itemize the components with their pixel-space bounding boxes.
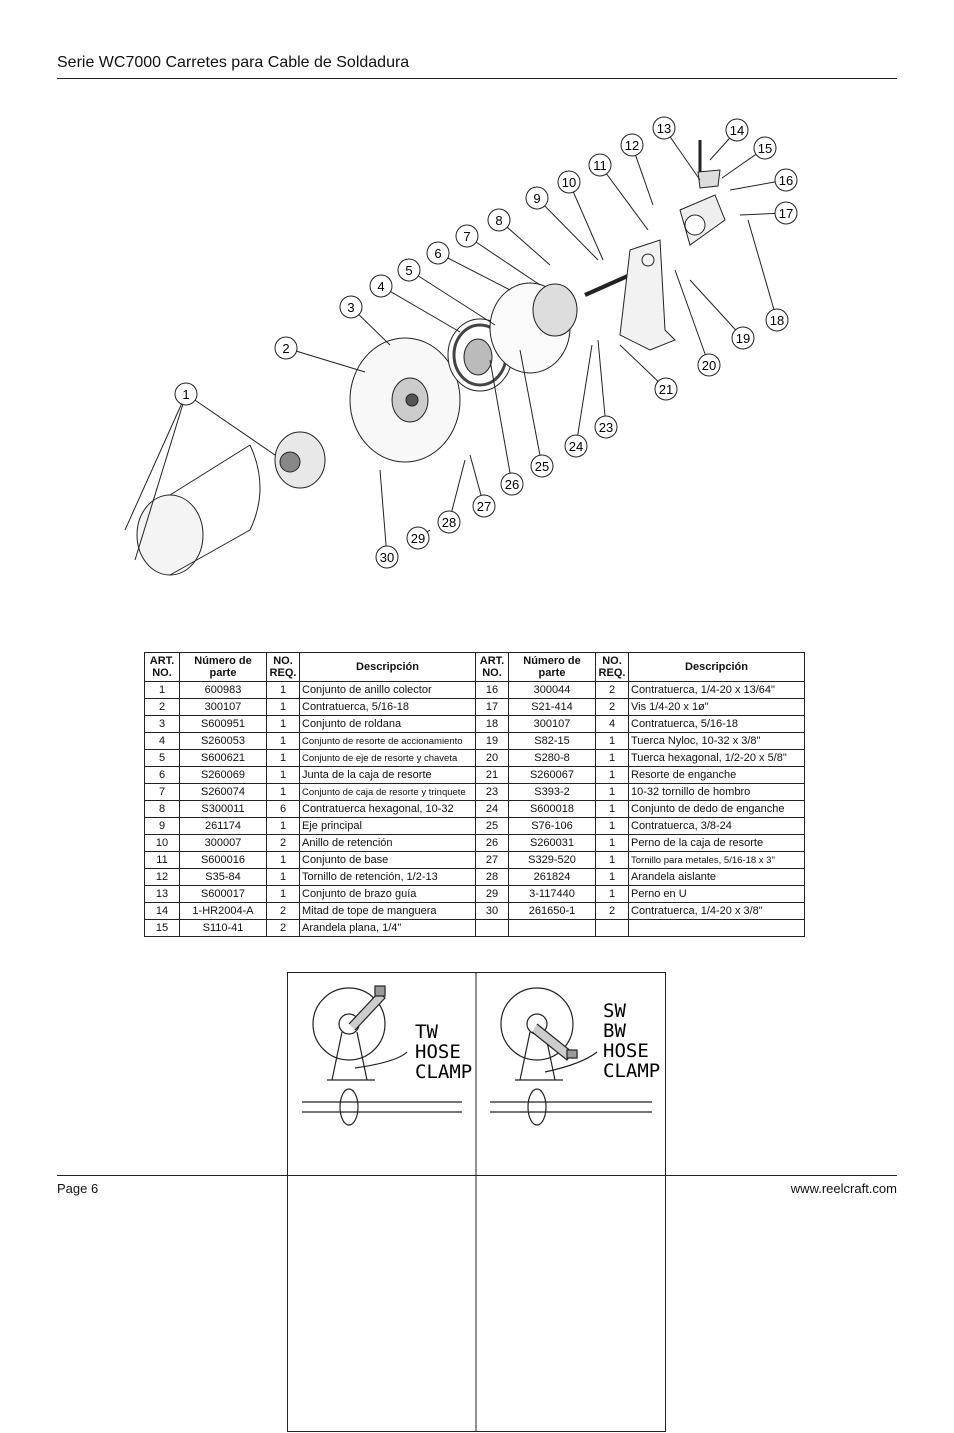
callout-13 xyxy=(653,117,675,139)
cell-qty xyxy=(596,920,629,937)
cell-description: Eje principal xyxy=(300,818,476,835)
svg-text:10: 10 xyxy=(561,175,577,190)
cell-part-number: S110-41 xyxy=(180,920,267,937)
cell-description: Perno de la caja de resorte xyxy=(629,835,805,852)
footer-url: www.reelcraft.com xyxy=(790,1181,897,1196)
cell-qty: 6 xyxy=(267,801,300,818)
cell-part-number: S600017 xyxy=(180,886,267,903)
cell-part-number: 300107 xyxy=(180,699,267,716)
table-header-row xyxy=(145,653,805,682)
parts-list-table xyxy=(144,652,805,937)
callout-10 xyxy=(558,171,580,193)
page-number: Page 6 xyxy=(57,1181,99,1196)
cell-art-no: 7 xyxy=(145,784,180,801)
cell-art-no: 5 xyxy=(145,750,180,767)
callout-18 xyxy=(766,309,788,331)
table-row xyxy=(145,750,805,767)
svg-text:27: 27 xyxy=(476,499,492,514)
cell-part-number: S300011 xyxy=(180,801,267,818)
header-description: Descripción xyxy=(300,653,476,682)
cell-part-number: 300007 xyxy=(180,835,267,852)
svg-text:29: 29 xyxy=(410,531,426,546)
cell-qty: 1 xyxy=(267,818,300,835)
table-row xyxy=(145,852,805,869)
callout-12 xyxy=(621,134,643,156)
header-rule xyxy=(57,78,897,79)
cell-art-no: 21 xyxy=(476,767,509,784)
cell-part-number: 261650-1 xyxy=(509,903,596,920)
cell-qty: 4 xyxy=(596,716,629,733)
cell-part-number: S600016 xyxy=(180,852,267,869)
cell-description: Conjunto de caja de resorte y trinquete xyxy=(300,784,476,801)
cell-description: Contratuerca, 5/16-18 xyxy=(300,699,476,716)
callout-27 xyxy=(473,495,495,517)
cell-qty: 2 xyxy=(267,920,300,937)
cell-qty: 2 xyxy=(267,903,300,920)
cell-description: Vis 1/4-20 x 1ø" xyxy=(629,699,805,716)
cell-qty: 2 xyxy=(596,682,629,699)
cell-description: Contratuerca hexagonal, 10-32 xyxy=(300,801,476,818)
cell-qty: 1 xyxy=(267,852,300,869)
cell-part-number: S260053 xyxy=(180,733,267,750)
cell-art-no: 15 xyxy=(145,920,180,937)
svg-text:26: 26 xyxy=(504,477,520,492)
cell-qty: 1 xyxy=(267,750,300,767)
cell-description: Anillo de retención xyxy=(300,835,476,852)
callout-9 xyxy=(526,187,548,209)
callout-28 xyxy=(438,511,460,533)
callout-19 xyxy=(732,327,754,349)
cell-part-number: S82-15 xyxy=(509,733,596,750)
cell-part-number: S21-414 xyxy=(509,699,596,716)
tw-label-line-2: HOSE xyxy=(415,1041,461,1063)
cell-art-no: 14 xyxy=(145,903,180,920)
table-row xyxy=(145,818,805,835)
svg-text:11: 11 xyxy=(593,158,607,173)
cell-description: Mitad de tope de manguera xyxy=(300,903,476,920)
cell-qty: 1 xyxy=(267,886,300,903)
callout-21 xyxy=(655,378,677,400)
svg-text:4: 4 xyxy=(377,279,385,294)
cell-description xyxy=(629,920,805,937)
cell-art-no: 13 xyxy=(145,886,180,903)
cell-description: 10-32 tornillo de hombro xyxy=(629,784,805,801)
cell-art-no: 20 xyxy=(476,750,509,767)
hose-clamp-illustration xyxy=(287,972,667,1433)
cell-description: Conjunto de resorte de accionamiento xyxy=(300,733,476,750)
header-qty-2: NO. REQ. xyxy=(596,653,629,682)
table-row xyxy=(145,733,805,750)
cell-qty: 1 xyxy=(596,818,629,835)
cell-description: Junta de la caja de resorte xyxy=(300,767,476,784)
cell-part-number: S600951 xyxy=(180,716,267,733)
table-row xyxy=(145,716,805,733)
svg-text:23: 23 xyxy=(598,420,614,435)
header-art-no-2: ART. NO. xyxy=(476,653,509,682)
svg-text:7: 7 xyxy=(463,229,471,244)
cell-qty: 1 xyxy=(267,733,300,750)
callout-30 xyxy=(376,546,398,568)
cell-art-no: 1 xyxy=(145,682,180,699)
cell-art-no: 29 xyxy=(476,886,509,903)
tw-label-line-3: CLAMP xyxy=(415,1061,473,1083)
cell-qty: 1 xyxy=(596,869,629,886)
header-art-no: ART. NO. xyxy=(145,653,180,682)
callout-20 xyxy=(698,354,720,376)
cell-description: Tuerca hexagonal, 1/2-20 x 5/8" xyxy=(629,750,805,767)
svg-text:5: 5 xyxy=(405,263,413,278)
svg-text:13: 13 xyxy=(656,121,672,136)
cell-part-number: 600983 xyxy=(180,682,267,699)
header-qty: NO. REQ. xyxy=(267,653,300,682)
table-row xyxy=(145,801,805,818)
callout-16 xyxy=(775,169,797,191)
svg-text:17: 17 xyxy=(778,206,794,221)
cell-qty: 1 xyxy=(596,835,629,852)
svg-text:18: 18 xyxy=(769,313,785,328)
cell-qty: 1 xyxy=(596,733,629,750)
svg-text:16: 16 xyxy=(778,173,794,188)
callout-17 xyxy=(775,202,797,224)
table-row xyxy=(145,886,805,903)
cell-description: Contratuerca, 5/16-18 xyxy=(629,716,805,733)
cell-art-no: 4 xyxy=(145,733,180,750)
cell-part-number: S329-520 xyxy=(509,852,596,869)
svg-text:3: 3 xyxy=(347,300,355,315)
cell-qty: 1 xyxy=(596,852,629,869)
sw-label-line-3: HOSE xyxy=(603,1040,649,1062)
cell-qty: 1 xyxy=(267,699,300,716)
cell-art-no: 8 xyxy=(145,801,180,818)
cell-art-no: 30 xyxy=(476,903,509,920)
table-row xyxy=(145,784,805,801)
cell-part-number: S260067 xyxy=(509,767,596,784)
cell-art-no: 3 xyxy=(145,716,180,733)
svg-text:19: 19 xyxy=(735,331,751,346)
cell-description: Resorte de enganche xyxy=(629,767,805,784)
cell-qty: 1 xyxy=(596,750,629,767)
cell-qty: 1 xyxy=(267,784,300,801)
callout-7 xyxy=(456,225,478,247)
footer-rule xyxy=(57,1175,897,1176)
cell-description: Tuerca Nyloc, 10-32 x 3/8" xyxy=(629,733,805,750)
callout-8 xyxy=(488,209,510,231)
cell-description: Conjunto de eje de resorte y chaveta xyxy=(300,750,476,767)
cell-art-no: 26 xyxy=(476,835,509,852)
cell-qty: 1 xyxy=(267,716,300,733)
cell-qty: 1 xyxy=(596,784,629,801)
callout-24 xyxy=(565,435,587,457)
header-part-number: Número de parte xyxy=(180,653,267,682)
cell-art-no: 23 xyxy=(476,784,509,801)
cell-art-no xyxy=(476,920,509,937)
cell-description: Arandela aislante xyxy=(629,869,805,886)
callout-11 xyxy=(589,154,611,176)
cell-description: Conjunto de brazo guía xyxy=(300,886,476,903)
page-title: Serie WC7000 Carretes para Cable de Soldadura xyxy=(57,54,410,71)
cell-art-no: 11 xyxy=(145,852,180,869)
cell-qty: 1 xyxy=(596,767,629,784)
cell-art-no: 2 xyxy=(145,699,180,716)
cell-description: Contratuerca, 3/8-24 xyxy=(629,818,805,835)
cell-part-number: S600621 xyxy=(180,750,267,767)
svg-text:1: 1 xyxy=(182,387,190,402)
callout-25 xyxy=(531,455,553,477)
cell-art-no: 12 xyxy=(145,869,180,886)
cell-part-number: S260074 xyxy=(180,784,267,801)
table-row xyxy=(145,767,805,784)
cell-art-no: 6 xyxy=(145,767,180,784)
table-row xyxy=(145,699,805,716)
cell-description: Tornillo para metales, 5/16-18 x 3" xyxy=(629,852,805,869)
cell-part-number: S393-2 xyxy=(509,784,596,801)
cell-description: Conjunto de dedo de enganche xyxy=(629,801,805,818)
svg-text:30: 30 xyxy=(379,550,395,565)
cell-part-number: 261824 xyxy=(509,869,596,886)
cell-description: Conjunto de anillo colector xyxy=(300,682,476,699)
cell-part-number: S280-8 xyxy=(509,750,596,767)
table-row xyxy=(145,682,805,699)
cell-qty: 1 xyxy=(267,682,300,699)
cell-description: Tornillo de retención, 1/2-13 xyxy=(300,869,476,886)
callout-1 xyxy=(175,383,197,405)
svg-text:8: 8 xyxy=(495,213,503,228)
cell-part-number: 3-117440 xyxy=(509,886,596,903)
cell-art-no: 28 xyxy=(476,869,509,886)
cell-qty: 1 xyxy=(596,801,629,818)
sw-label-line-4: CLAMP xyxy=(603,1060,661,1082)
cell-qty: 1 xyxy=(267,869,300,886)
svg-text:2: 2 xyxy=(282,341,290,356)
exploded-parts-diagram xyxy=(100,110,820,590)
cell-art-no: 17 xyxy=(476,699,509,716)
callout-23 xyxy=(595,416,617,438)
cell-art-no: 19 xyxy=(476,733,509,750)
header-part-number-2: Número de parte xyxy=(509,653,596,682)
callout-29 xyxy=(407,527,429,549)
sw-label-line-1: SW xyxy=(603,1000,626,1022)
svg-text:12: 12 xyxy=(624,138,640,153)
cell-description: Contratuerca, 1/4-20 x 13/64" xyxy=(629,682,805,699)
cell-part-number xyxy=(509,920,596,937)
svg-text:25: 25 xyxy=(534,459,550,474)
cell-qty: 1 xyxy=(267,767,300,784)
cell-qty: 2 xyxy=(267,835,300,852)
cell-part-number: S260031 xyxy=(509,835,596,852)
sw-label-line-2: BW xyxy=(603,1020,626,1042)
cell-part-number: 300107 xyxy=(509,716,596,733)
cell-part-number: S600018 xyxy=(509,801,596,818)
svg-text:15: 15 xyxy=(757,141,773,156)
svg-text:20: 20 xyxy=(701,358,717,373)
cell-description: Conjunto de base xyxy=(300,852,476,869)
table-row xyxy=(145,869,805,886)
cell-description: Arandela plana, 1/4" xyxy=(300,920,476,937)
callout-2 xyxy=(275,337,297,359)
cell-part-number: S260069 xyxy=(180,767,267,784)
svg-text:28: 28 xyxy=(441,515,457,530)
table-row xyxy=(145,903,805,920)
cell-art-no: 18 xyxy=(476,716,509,733)
cell-art-no: 16 xyxy=(476,682,509,699)
cell-art-no: 27 xyxy=(476,852,509,869)
cell-description: Conjunto de roldana xyxy=(300,716,476,733)
cell-art-no: 24 xyxy=(476,801,509,818)
header-description-2: Descripción xyxy=(629,653,805,682)
svg-text:9: 9 xyxy=(533,191,541,206)
cell-part-number: S35-84 xyxy=(180,869,267,886)
cell-art-no: 10 xyxy=(145,835,180,852)
cell-part-number: 300044 xyxy=(509,682,596,699)
cell-qty: 1 xyxy=(596,886,629,903)
callout-26 xyxy=(501,473,523,495)
svg-text:14: 14 xyxy=(729,123,745,138)
svg-text:6: 6 xyxy=(434,246,442,261)
svg-text:24: 24 xyxy=(568,439,584,454)
callout-5 xyxy=(398,259,420,281)
cell-part-number: S76-106 xyxy=(509,818,596,835)
callout-15 xyxy=(754,137,776,159)
table-row xyxy=(145,920,805,937)
callout-14 xyxy=(726,119,748,141)
tw-label-line-1: TW xyxy=(415,1021,438,1043)
table-row xyxy=(145,835,805,852)
callout-6 xyxy=(427,242,449,264)
svg-text:21: 21 xyxy=(658,382,674,397)
callout-4 xyxy=(370,275,392,297)
cell-qty: 2 xyxy=(596,699,629,716)
cell-art-no: 25 xyxy=(476,818,509,835)
cell-part-number: 261174 xyxy=(180,818,267,835)
cell-part-number: 1-HR2004-A xyxy=(180,903,267,920)
cell-qty: 2 xyxy=(596,903,629,920)
callout-3 xyxy=(340,296,362,318)
cell-art-no: 9 xyxy=(145,818,180,835)
cell-description: Perno en U xyxy=(629,886,805,903)
cell-description: Contratuerca, 1/4-20 x 3/8" xyxy=(629,903,805,920)
